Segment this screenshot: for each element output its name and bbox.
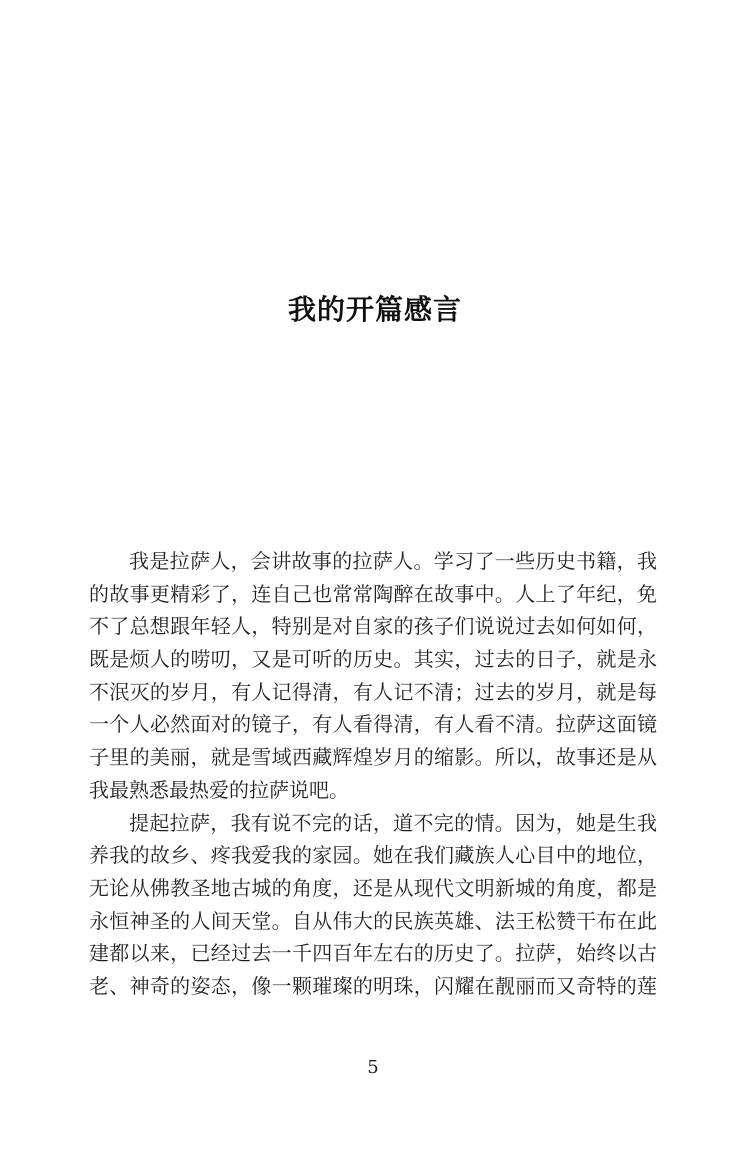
text-line: 我是拉萨人，会讲故事的拉萨人。学习了一些历史书籍，我 xyxy=(129,549,657,573)
body-text xyxy=(89,545,657,1003)
text-line: 老、神奇的姿态，像一颗璀璨的明珠，闪耀在靓丽而又奇特的莲 xyxy=(89,973,657,998)
page-number: 5 xyxy=(367,1057,379,1078)
text-line: 不了总想跟年轻人，特别是对自家的孩子们说说过去如何如何， xyxy=(89,614,657,639)
text-line: 永恒神圣的人间天堂。自从伟大的民族英雄、法王松赞干布在此 xyxy=(89,908,657,933)
text-line: 提起拉萨，我有说不完的话，道不完的情。因为，她是生我 xyxy=(129,810,657,835)
text-line: 建都以来，已经过去一千四百年左右的历史了。拉萨，始终以古 xyxy=(89,941,657,966)
text-line: 我最熟悉最热爱的拉萨说吧。 xyxy=(89,777,349,802)
text-line: 的故事更精彩了，连自己也常常陶醉在故事中。人上了年纪，免 xyxy=(89,581,657,606)
text-line: 无论从佛教圣地古城的角度，还是从现代文明新城的角度，都是 xyxy=(89,875,657,900)
text-line: 养我的故乡、疼我爱我的家园。她在我们藏族人心目中的地位， xyxy=(89,843,657,868)
chapter-title: 我的开篇感言 xyxy=(287,293,462,326)
text-line: 一个人必然面对的镜子，有人看得清，有人看不清。拉萨这面镜 xyxy=(89,712,657,737)
text-line: 既是烦人的唠叨，又是可听的历史。其实，过去的日子，就是永 xyxy=(89,647,657,672)
text-line: 子里的美丽，就是雪域西藏辉煌岁月的缩影。所以，故事还是从 xyxy=(89,745,657,770)
text-line: 不泯灭的岁月，有人记得清，有人记不清；过去的岁月，就是每 xyxy=(89,679,657,704)
